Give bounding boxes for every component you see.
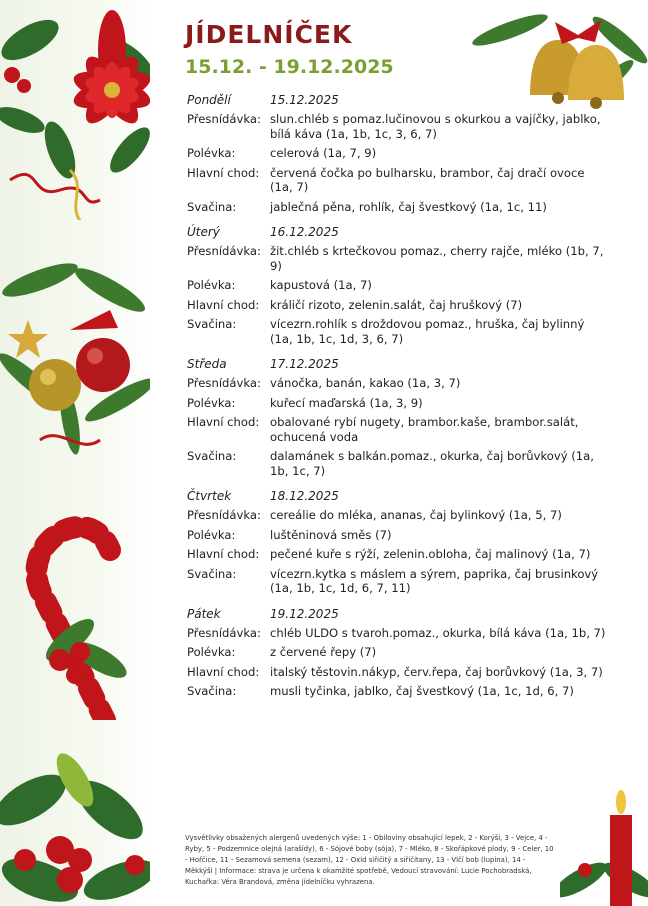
meal-row <box>187 200 607 215</box>
candle-icon <box>560 780 648 906</box>
meal-row <box>187 567 607 596</box>
meal-row <box>187 645 607 660</box>
meal-text: celerová (1a, 7, 9) <box>270 146 377 160</box>
meal-label: Polévka: <box>187 395 236 410</box>
date-range: 15.12. - 19.12.2025 <box>185 56 394 78</box>
day-header <box>187 225 607 239</box>
meal-label: Hlavní chod: <box>187 165 260 180</box>
meal-label: Svačina: <box>187 684 237 698</box>
meal-label: Přesnídávka: <box>187 508 261 522</box>
meal-text: červená čočka po bulharsku, brambor, čaj dračí ovoce (1a, 7) <box>270 165 585 194</box>
day-block <box>187 489 607 596</box>
meal-label: Hlavní chod: <box>187 415 260 429</box>
meal-row <box>187 547 607 562</box>
meal-row <box>187 396 607 411</box>
meal-label: Svačina: <box>187 449 237 463</box>
meal-label: Hlavní chod: <box>187 297 260 312</box>
meal-text: žit.chléb s krtečkovou pomaz., cherry rajče, mléko (1b, 7, 9) <box>270 244 604 273</box>
meal-label: Hlavní chod: <box>187 547 260 561</box>
meal-row <box>187 449 607 478</box>
meal-label: Svačina: <box>187 317 237 331</box>
meal-label: Polévka: <box>187 278 236 292</box>
meal-row <box>187 528 607 543</box>
meal-label: Polévka: <box>187 527 236 542</box>
meal-text: kuřecí maďarská (1a, 3, 9) <box>270 395 423 410</box>
day-block <box>187 225 607 346</box>
meal-text: kapustová (1a, 7) <box>270 278 372 292</box>
day-name: Čtvrtek <box>187 489 232 503</box>
page-title: JÍDELNÍČEK <box>185 20 353 49</box>
meal-row <box>187 376 607 391</box>
day-name: Pondělí <box>187 93 231 107</box>
meal-text: cereálie do mléka, ananas, čaj bylinkový (1a, 5, 7) <box>270 508 562 522</box>
meal-label: Hlavní chod: <box>187 664 260 679</box>
meal-label: Přesnídávka: <box>187 244 261 258</box>
meal-text: vícezrn.rohlík s droždovou pomaz., hruška, čaj bylinný (1a, 1b, 1c, 1d, 3, 6, 7) <box>270 317 585 346</box>
meal-text: slun.chléb s pomaz.lučinovou s okurkou a vajíčky, jablko, bílá káva (1a, 1b, 1c, 3, 6, 7) <box>270 112 601 141</box>
meal-text: z červené řepy (7) <box>270 645 377 659</box>
day-header <box>187 489 607 503</box>
meal-row <box>187 415 607 444</box>
meal-text: vánočka, banán, kakao (1a, 3, 7) <box>270 376 461 390</box>
day-header <box>187 357 607 371</box>
meal-row <box>187 146 607 161</box>
meal-row <box>187 665 607 680</box>
meal-row <box>187 626 607 641</box>
meal-text: luštěninová směs (7) <box>270 527 392 542</box>
meal-text: obalované rybí nugety, brambor.kaše, brambor.salát, ochucená voda <box>270 415 579 444</box>
poinsettia-icon <box>0 0 150 220</box>
meal-text: pečené kuře s rýží, zelenin.obloha, čaj malinový (1a, 7) <box>270 547 591 561</box>
day-name: Úterý <box>187 225 220 239</box>
meal-label: Svačina: <box>187 566 237 581</box>
meal-text: musli tyčinka, jablko, čaj švestkový (1a, 1c, 1d, 6, 7) <box>270 684 574 698</box>
meal-label: Polévka: <box>187 146 236 160</box>
meal-label: Přesnídávka: <box>187 625 261 640</box>
meal-row <box>187 298 607 313</box>
meal-text: chléb ULDO s tvaroh.pomaz., okurka, bílá káva (1a, 1b, 7) <box>270 625 606 640</box>
day-header <box>187 607 607 621</box>
day-name: Pátek <box>187 606 221 621</box>
meal-text: králičí rizoto, zelenin.salát, čaj hruškový (7) <box>270 297 523 312</box>
meal-row <box>187 112 607 141</box>
day-date: 19.12.2025 <box>270 606 339 621</box>
day-date: 18.12.2025 <box>270 489 339 503</box>
day-date: 16.12.2025 <box>270 225 339 239</box>
day-block <box>187 607 607 699</box>
meal-text: dalamánek s balkán.pomaz., okurka, čaj borůvkový (1a, 1b, 1c, 7) <box>270 449 594 478</box>
meal-label: Přesnídávka: <box>187 376 261 390</box>
menu-list <box>187 93 607 710</box>
meal-row <box>187 508 607 523</box>
day-block <box>187 357 607 478</box>
day-date: 17.12.2025 <box>270 357 339 371</box>
candy-cane-icon <box>0 480 150 720</box>
day-date: 15.12.2025 <box>270 93 339 107</box>
christmas-ornaments-icon <box>0 250 150 470</box>
meal-label: Přesnídávka: <box>187 112 261 126</box>
meal-text: italský těstovin.nákyp, červ.řepa, čaj borůvkový (1a, 3, 7) <box>270 664 603 679</box>
allergen-footer: Vysvětlivky obsažených alergenů uvedených výše: 1 - Obiloviny obsahující lepek, 2 - Korýši, 3 - Vejce, 4 - Ryby, 5 - Podzemnice olejná (arašídy), 6 - Sójové boby (sója), 7 - Mléko, 8 - Skořápkové plody, 9 - Celer, 10 - Hořčice, 11 - Sezamová semena (sezam), 12 - Oxid siřičitý a siřičitany, 13 - Vlčí bob (lupina), 14 - Měkkýši | Informace: strava je určena k okamžité spotřebě, Vedoucí stravování: Lucie Pochobradská, Kuchařka: Věra Brandová, změna jídelníčku vyhrazena. <box>185 834 554 886</box>
meal-row <box>187 244 607 273</box>
day-header <box>187 93 607 107</box>
meal-row <box>187 166 607 195</box>
holly-berries-icon <box>0 740 150 906</box>
meal-row <box>187 684 607 699</box>
meal-row <box>187 278 607 293</box>
meal-text: vícezrn.kytka s máslem a sýrem, paprika, čaj brusinkový (1a, 1b, 1c, 1d, 6, 7, 11) <box>270 566 599 595</box>
meal-row <box>187 317 607 346</box>
meal-label: Svačina: <box>187 199 237 214</box>
meal-label: Polévka: <box>187 645 236 659</box>
day-name: Středa <box>187 357 227 371</box>
day-block <box>187 93 607 214</box>
meal-text: jablečná pěna, rohlík, čaj švestkový (1a, 1c, 11) <box>270 199 547 214</box>
